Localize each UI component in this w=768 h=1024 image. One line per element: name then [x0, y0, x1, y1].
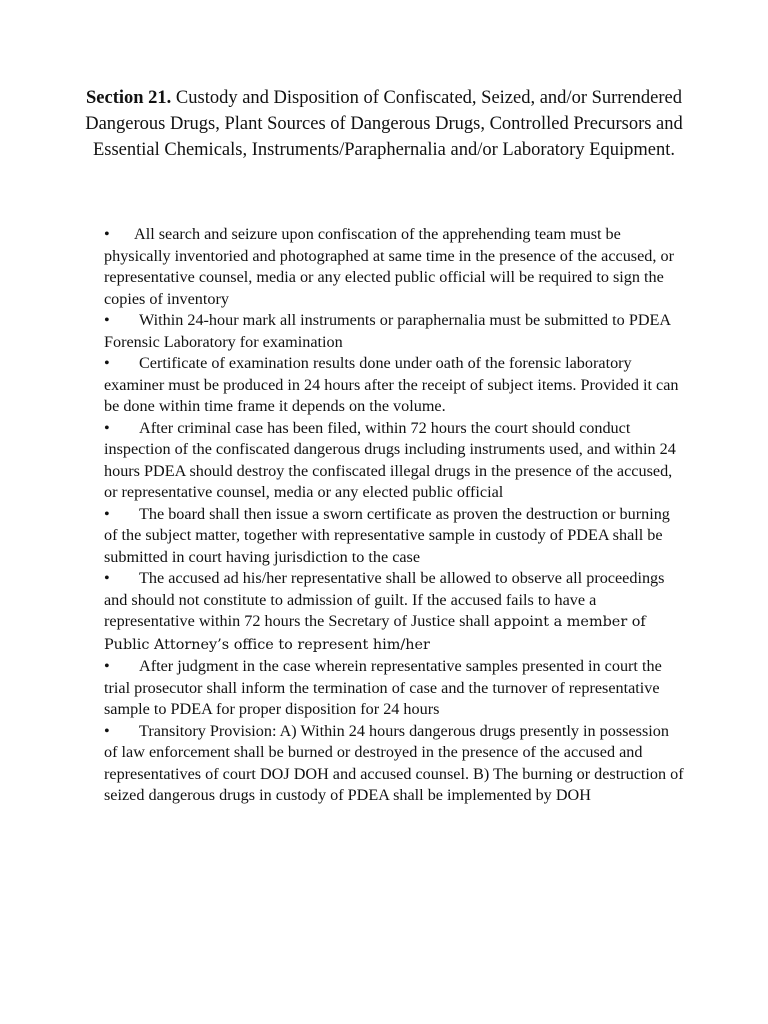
- list-item-text: The board shall then issue a sworn certificate as proven the destruction or burning of the subject matter, together with representative sample in custody of PDEA shall be submitted in court having jurisdiction to the case: [104, 504, 670, 566]
- list-item-text: Transitory Provision: A) Within 24 hours dangerous drugs presently in possession of law enforcement shall be burned or destroyed in the presence of the accused and representatives of court DOJ DOH and accused counsel. B) The burning or destruction of seized dangerous drugs in custody of PDEA shall be implemented by DOH: [104, 721, 684, 804]
- bullet-icon: •: [104, 504, 110, 523]
- section-title: Custody and Disposition of Confiscated, Seized, and/or Surrendered Dangerous Drugs, Plant Sources of Dangerous Drugs, Controlled Precursors and Essential Chemicals, Instruments/Paraphernalia and/or Laboratory Equipment.: [85, 88, 683, 160]
- list-item: [104, 504, 684, 569]
- list-item-text: All search and seizure upon confiscation of the apprehending team must be physically inventoried and photographed at same time in the presence of the accused, or representative counsel, media or any elected public official will be required to sign the copies of inventory: [104, 225, 674, 308]
- bullet-icon: •: [104, 657, 110, 675]
- list-item: [104, 353, 684, 418]
- bullet-icon: •: [104, 225, 110, 243]
- list-item-text: After judgment in the case wherein representative samples presented in court the trial prosecutor shall inform the termination of case and the turnover of representative sample to PDEA for proper disposition for 24 hours: [104, 657, 662, 718]
- list-item-text: The accused ad his/her representative shall be allowed to observe all proceedings and should not constitute to admission of guilt. If the accused fails to have a representative within 72 hours the Secretary of Justice shall: [104, 569, 665, 630]
- bullet-icon: •: [104, 569, 110, 587]
- list-item: [104, 418, 684, 504]
- bullet-icon: •: [104, 311, 110, 329]
- list-item: [104, 568, 684, 656]
- list-item-text: After criminal case has been filed, within 72 hours the court should conduct inspection of the confiscated dangerous drugs including instruments used, and within 24 hours PDEA should destroy the confiscated illegal drugs in the presence of the accused, or representative counsel, media or any elected public official: [104, 418, 676, 501]
- bullet-icon: •: [104, 721, 110, 740]
- list-item: [104, 721, 684, 807]
- list-item: [104, 656, 684, 721]
- bullet-icon: •: [104, 354, 110, 372]
- section-heading: [60, 85, 708, 163]
- list-item: [104, 310, 684, 353]
- list-item-text: Certificate of examination results done under oath of the forensic laboratory examiner must be produced in 24 hours after the receipt of subject items. Provided it can be done within time frame it depends on the volume.: [104, 354, 679, 415]
- list-item-text-continuation: appoint a member of Public Attorney’s office to represent him/her: [104, 614, 646, 653]
- bullet-icon: •: [104, 418, 110, 437]
- section-label: Section 21.: [85, 88, 172, 108]
- list-item: [104, 224, 684, 310]
- list-item-text: Within 24-hour mark all instruments or paraphernalia must be submitted to PDEA Forensic Laboratory for examination: [104, 311, 671, 351]
- provision-list: [104, 224, 684, 807]
